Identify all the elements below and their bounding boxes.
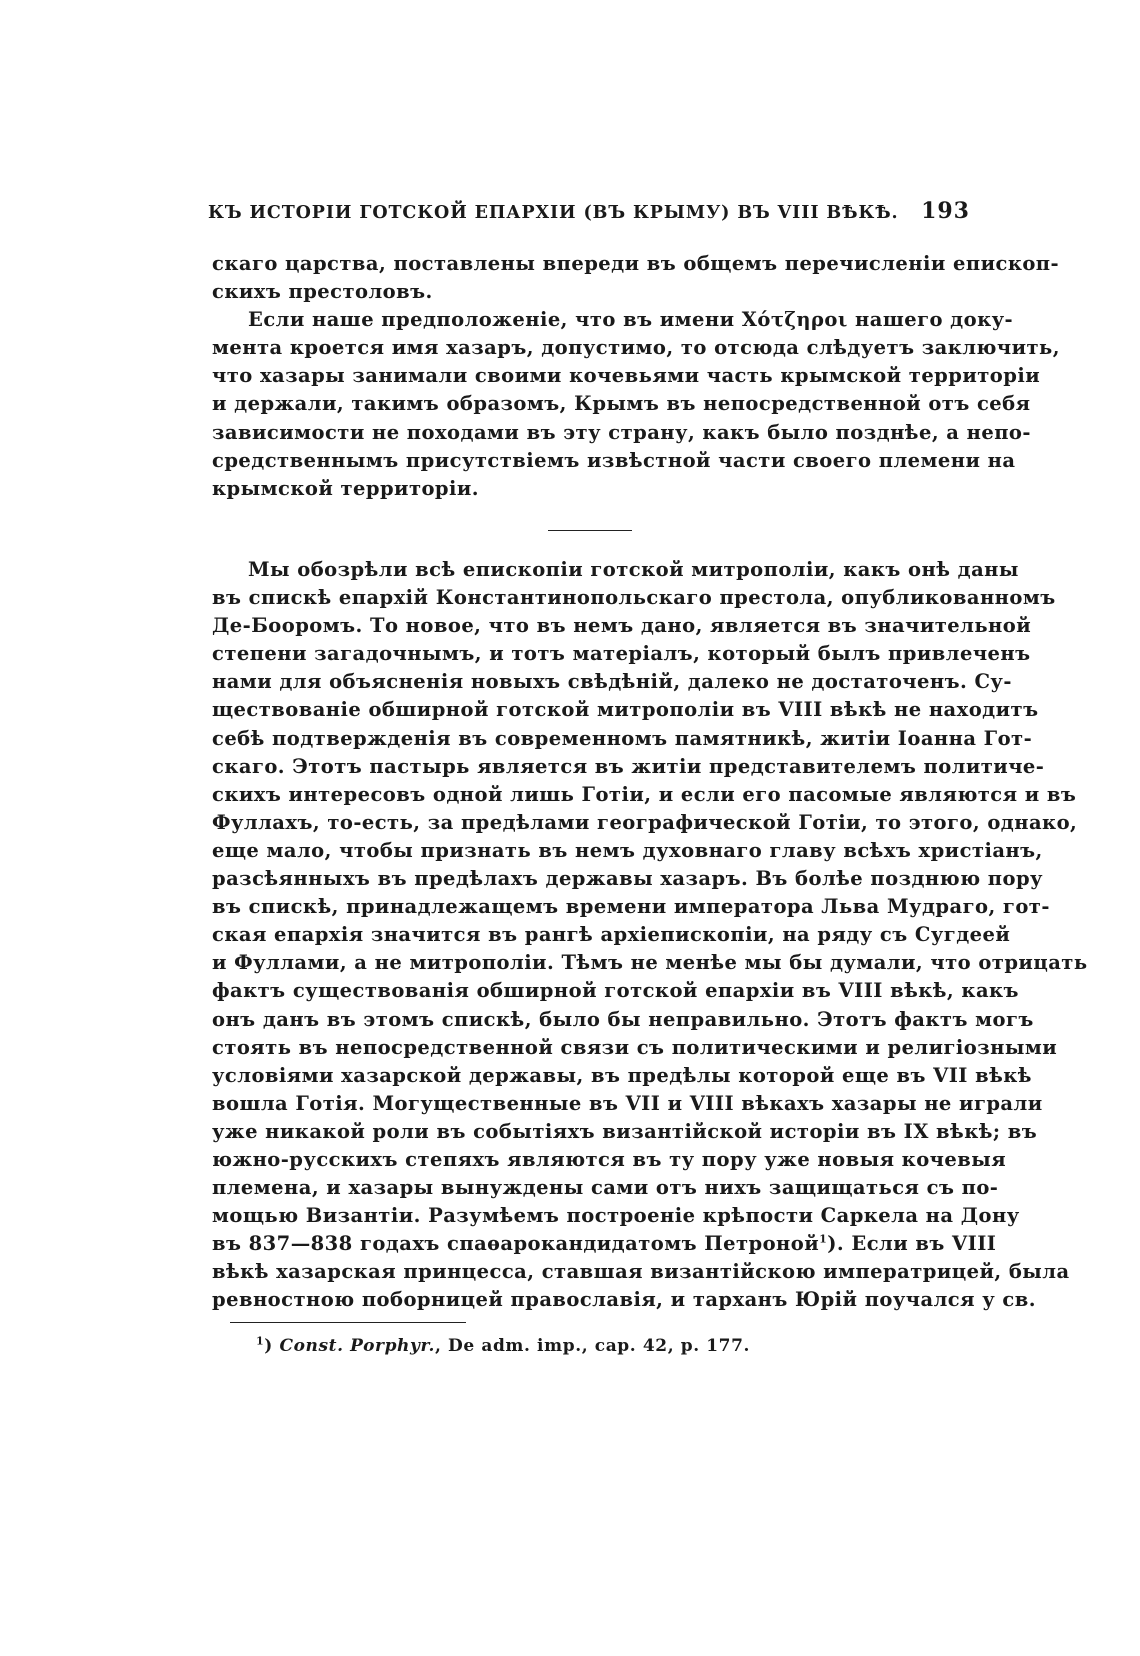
footnote <box>256 1336 750 1356</box>
line-text: въ 837—838 годахъ спаѳарокандидатомъ Петроной <box>212 1232 820 1256</box>
text-line: стоять въ непосредственной связи съ политическими и религіозными <box>212 1035 1058 1059</box>
text-line: уже никакой роли въ событіяхъ византійской исторіи въ IX вѣкѣ; въ <box>212 1119 1038 1143</box>
text-line: условіями хазарской державы, въ предѣлы которой еще въ VII вѣкѣ <box>212 1063 1032 1087</box>
text-line: что хазары занимали своими кочевьями часть крымской территоріи <box>212 364 1041 388</box>
text-line: нами для объясненія новыхъ свѣдѣній, далеко не достаточенъ. Су- <box>212 670 1012 694</box>
text-line: мощью Византіи. Разумѣемъ построеніе крѣпости Саркела на Дону <box>212 1204 1020 1228</box>
line-text-tail: ). Если въ VIII <box>827 1232 997 1256</box>
page-number: 193 <box>921 198 970 224</box>
text-line: средственнымъ присутствіемъ извѣстной части своего племени на <box>212 448 1016 472</box>
footnote-paren: ) <box>264 1336 273 1356</box>
text-line: скаго царства, поставлены впереди въ общемъ перечисленіи епископ- <box>212 252 1060 275</box>
text-line: Фуллахъ, то-есть, за предѣлами географической Готіи, то этого, однако, <box>212 810 1078 834</box>
text-line: ществованіе обширной готской митрополіи въ VIII вѣкѣ не находитъ <box>212 698 1039 722</box>
text-line: въ спискѣ, принадлежащемъ времени императора Льва Мудраго, гот- <box>212 895 1050 919</box>
text-line: племена, и хазары вынуждены сами отъ нихъ защищаться съ по- <box>212 1176 999 1200</box>
footnote-number: 1 <box>256 1334 265 1348</box>
text-line: вѣкѣ хазарская принцесса, ставшая византійскою императрицей, была <box>212 1260 1070 1284</box>
text-line: мента кроется имя хазаръ, допустимо, то отсюда слѣдуетъ заключить, <box>212 336 1060 360</box>
page-header <box>208 198 970 228</box>
text-line: скихъ интересовъ одной лишь Готіи, и если его пасомые являются и въ <box>212 782 1077 806</box>
footnote-marker: 1 <box>819 1232 828 1246</box>
text-block-top <box>212 250 1060 503</box>
text-line: Если наше предположеніе, что въ имени Χότζηροι нашего доку- <box>248 308 1014 332</box>
text-line: себѣ подтвержденія въ современномъ памятникѣ, житіи Іоанна Гот- <box>212 726 1033 750</box>
text-line: ская епархія значится въ рангѣ архіепископіи, на ряду съ Сугдеей <box>212 923 1011 947</box>
footnote-author: Const. Porphyr. <box>279 1336 436 1356</box>
text-line: скихъ престоловъ. <box>212 280 433 304</box>
text-line: разсѣянныхъ въ предѣлахъ державы хазаръ. Въ болѣе позднюю пору <box>212 867 1043 891</box>
section-separator <box>548 530 632 531</box>
footnote-citation: , De adm. imp., cap. 42, p. 177. <box>435 1336 751 1356</box>
text-line: и держали, такимъ образомъ, Крымъ въ непосредственной отъ себя <box>212 392 1031 416</box>
text-line: вошла Готія. Могущественные въ VII и VIII вѣкахъ хазары не играли <box>212 1091 1043 1115</box>
text-line: въ спискѣ епархій Константинопольскаго престола, опубликованномъ <box>212 586 1056 610</box>
text-line-with-footnote <box>212 1230 997 1258</box>
text-line: крымской территоріи. <box>212 476 480 500</box>
text-line: фактъ существованія обширной готской епархіи въ VIII вѣкѣ, какъ <box>212 979 1019 1003</box>
text-line: южно-русскихъ степяхъ являются въ ту пору уже новыя кочевыя <box>212 1147 1007 1171</box>
text-line: зависимости не походами въ эту страну, какъ было позднѣе, а непо- <box>212 420 1031 444</box>
text-line: скаго. Этотъ пастырь является въ житіи представителемъ политиче- <box>212 754 1045 778</box>
text-line: Де-Бооромъ. То новое, что въ немъ дано, является въ значительной <box>212 614 1032 638</box>
text-line: степени загадочнымъ, и тотъ матеріалъ, который былъ привлеченъ <box>212 642 1031 666</box>
text-line: онъ данъ въ этомъ спискѣ, было бы неправильно. Этотъ фактъ могъ <box>212 1007 1034 1031</box>
text-line: еще мало, чтобы признать въ немъ духовнаго главу всѣхъ христіанъ, <box>212 838 1043 862</box>
footnote-rule <box>230 1322 466 1323</box>
text-line: Мы обозрѣли всѣ епископіи готской митрополіи, какъ онѣ даны <box>248 558 1019 581</box>
text-block-main <box>212 556 1088 1315</box>
text-line: и Фуллами, а не митрополіи. Тѣмъ не менѣе мы бы думали, что отрицать <box>212 951 1088 975</box>
running-head: КЪ ИСТОРІИ ГОТСКОЙ ЕПАРХІИ (ВЪ КРЫМУ) ВЪ VIII ВѢКѢ. <box>208 203 899 223</box>
text-line: ревностною поборницей православія, и тарханъ Юрій поучался у св. <box>212 1288 1036 1312</box>
